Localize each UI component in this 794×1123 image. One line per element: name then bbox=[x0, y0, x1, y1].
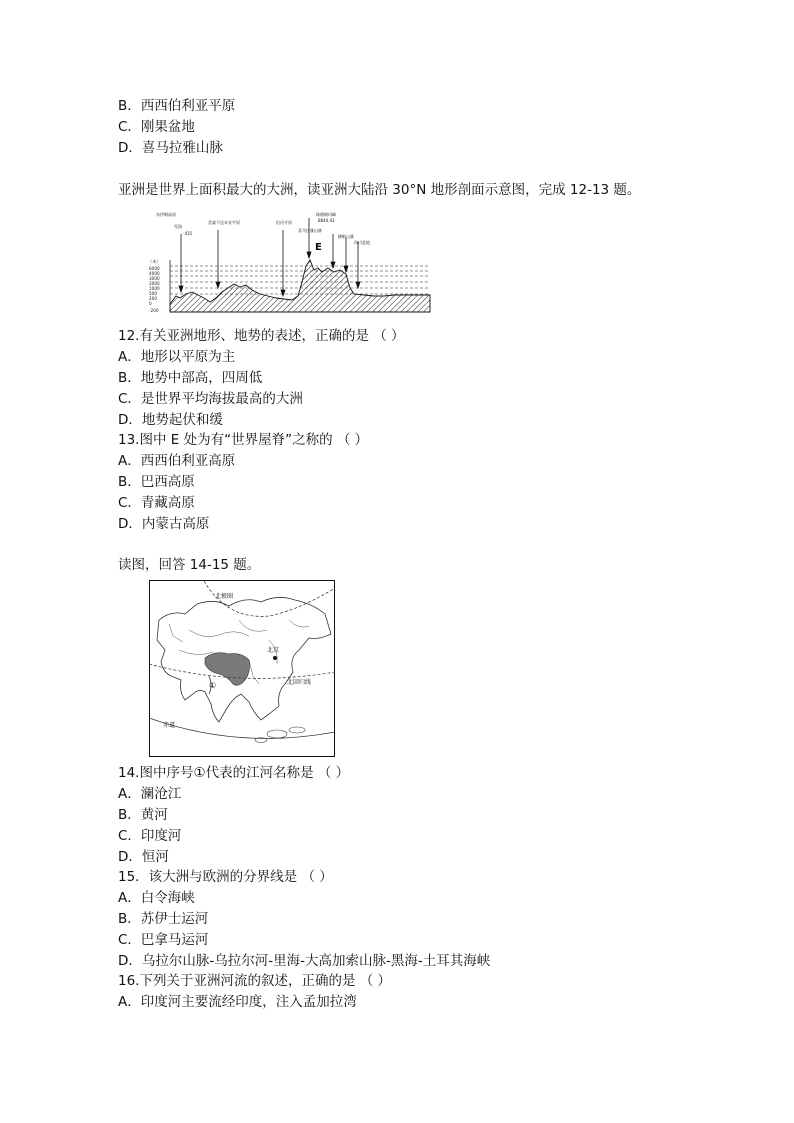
label-sichuan-basin: 四川盆地 bbox=[354, 240, 370, 245]
q14-option-b: B．黄河 bbox=[118, 807, 168, 823]
profile-tick: 500 bbox=[149, 291, 157, 296]
profile-tick: 3000 bbox=[149, 276, 160, 281]
q13-stem: 13.图中 E 处为有“世界屋脊”之称的 （ ） bbox=[118, 432, 369, 448]
q12-stem: 12.有关亚洲地形、地势的表述，正确的是 （ ） bbox=[118, 328, 405, 344]
label-beijing: 北京 bbox=[267, 647, 280, 654]
profile-tick: 200 bbox=[149, 296, 157, 301]
label-tropic: 北回归线 bbox=[287, 679, 312, 686]
q14-option-d: D．恒河 bbox=[118, 849, 169, 865]
q11-option-b: B．西西伯利亚平原 bbox=[118, 98, 236, 114]
label-dead-sea-value: -415 bbox=[183, 231, 193, 236]
q13-option-d: D．内蒙古高原 bbox=[118, 516, 210, 532]
terrain-profile-shape bbox=[170, 260, 430, 312]
profile-tick: 4000 bbox=[149, 271, 160, 276]
profile-tick: -200 bbox=[149, 308, 159, 313]
label-arctic-circle: 北极圈 bbox=[215, 593, 234, 600]
label-everest: 珠穆朗玛峰 bbox=[316, 212, 336, 217]
intro-12-13: 亚洲是世界上面积最大的大洲，读亚洲大陆沿 30°N 地形剖面示意图，完成 12-13 题。 bbox=[118, 182, 641, 198]
q13-option-a: A．西西伯利亚高原 bbox=[118, 453, 236, 469]
label-everest-value: 8844.43 bbox=[318, 218, 335, 223]
q13-option-b: B．巴西高原 bbox=[118, 474, 195, 490]
label-mesopotamia: 美索不达米亚平原 bbox=[208, 220, 240, 225]
label-himalaya: 喜马拉雅山脉 bbox=[298, 228, 322, 233]
profile-tick: 0 bbox=[149, 301, 152, 306]
q16-option-a: A．印度河主要流经印度，注入孟加拉湾 bbox=[118, 994, 357, 1010]
intro-14-15: 读图，回答 14-15 题。 bbox=[118, 557, 261, 573]
q16-stem: 16.下列关于亚洲河流的叙述，正确的是 （ ） bbox=[118, 973, 392, 989]
label-dead-sea: 死海 bbox=[174, 224, 182, 229]
q15-option-c: C．巴拿马运河 bbox=[118, 932, 209, 948]
beijing-marker bbox=[273, 656, 277, 660]
label-hengduan: 横断山脉 bbox=[338, 234, 354, 239]
q12-option-c: C．是世界平均海拔最高的大洲 bbox=[118, 391, 303, 407]
q12-option-d: D．地势起伏和缓 bbox=[118, 412, 223, 428]
q15-option-d: D．乌拉尔山脉-乌拉尔河-里海-大高加索山脉-黑海-土耳其海峡 bbox=[118, 953, 491, 969]
label-east-iran-plateau: 东伊朗高原 bbox=[156, 212, 176, 217]
q14-stem: 14.图中序号①代表的江河名称是 （ ） bbox=[118, 765, 350, 781]
label-equator: 赤道 bbox=[163, 722, 176, 729]
q15-option-b: B．苏伊士运河 bbox=[118, 911, 209, 927]
label-river-1: ① bbox=[209, 681, 217, 690]
profile-tick: 2000 bbox=[149, 281, 160, 286]
q15-option-a: A．白令海峡 bbox=[118, 890, 195, 906]
q12-option-a: A．地形以平原为主 bbox=[118, 349, 236, 365]
q14-option-c: C．印度河 bbox=[118, 828, 182, 844]
q12-option-b: B．地势中部高，四周低 bbox=[118, 370, 263, 386]
asia-map-figure bbox=[149, 580, 335, 757]
profile-tick: 6000 bbox=[149, 266, 160, 271]
label-ganges-plain: 恒河平原 bbox=[276, 220, 292, 225]
q11-option-d: D．喜马拉雅山脉 bbox=[118, 140, 223, 156]
q14-option-a: A．澜沧江 bbox=[118, 786, 182, 802]
terrain-profile-figure bbox=[148, 208, 433, 316]
q13-option-c: C．青藏高原 bbox=[118, 495, 195, 511]
profile-tick: 1000 bbox=[149, 286, 160, 291]
label-e-marker: E bbox=[315, 242, 322, 253]
q11-option-c: C．刚果盆地 bbox=[118, 119, 195, 135]
q15-stem: 15．该大洲与欧洲的分界线是 （ ） bbox=[118, 869, 333, 885]
profile-unit-label: （米） bbox=[148, 259, 161, 264]
